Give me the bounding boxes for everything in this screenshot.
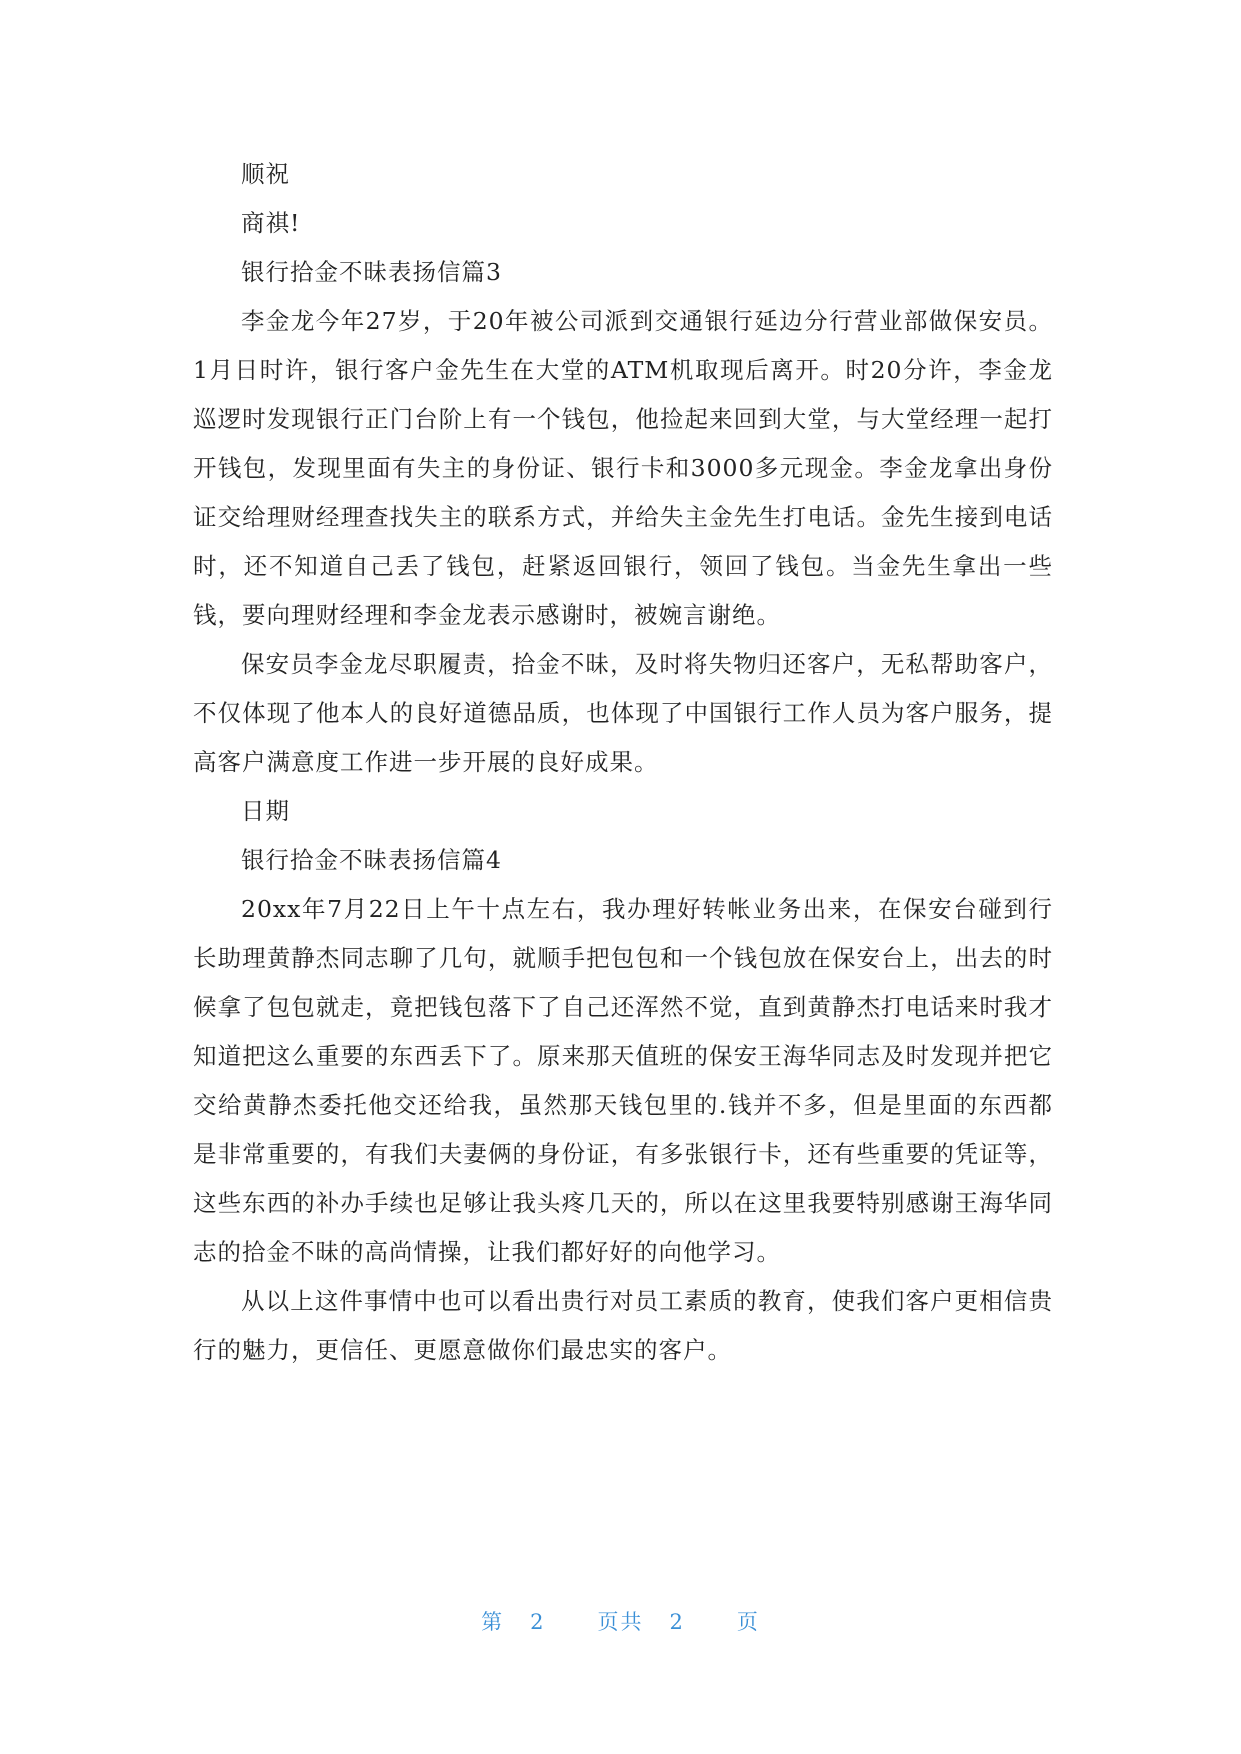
footer-page-number: 2 bbox=[530, 1610, 546, 1634]
document-body bbox=[193, 150, 1053, 1375]
section-heading-4: 银行拾金不昧表扬信篇4 bbox=[241, 846, 502, 874]
paragraph: 李金龙今年27岁，于20年被公司派到交通银行延边分行营业部做保安员。1月日时许，银行客户金先生在大堂的ATM机取现后离开。时20分许，李金龙巡逻时发现银行正门台阶上有一个钱包，他捡起来回到大堂，与大堂经理一起打开钱包，发现里面有失主的身份证、银行卡和3000多元现金。李金龙拿出身份证交给理财经理查找失主的联系方式，并给失主金先生打电话。金先生接到电话时，还不知道自己丢了钱包，赶紧返回银行，领回了钱包。当金先生拿出一些钱，要向理财经理和李金龙表示感谢时，被婉言谢绝。 bbox=[193, 307, 1053, 629]
closing-line-1: 顺祝 bbox=[241, 160, 290, 188]
page-footer bbox=[0, 1606, 1241, 1636]
section-heading-3: 银行拾金不昧表扬信篇3 bbox=[241, 258, 502, 286]
closing-line-2: 商祺! bbox=[241, 209, 301, 237]
footer-prefix: 第 bbox=[481, 1610, 505, 1634]
date-label: 日期 bbox=[241, 797, 290, 825]
footer-mid: 页共 bbox=[597, 1610, 644, 1634]
footer-suffix: 页 bbox=[736, 1610, 760, 1634]
footer-total-pages: 2 bbox=[669, 1610, 685, 1634]
paragraph: 从以上这件事情中也可以看出贵行对员工素质的教育，使我们客户更相信贵行的魅力，更信任、更愿意做你们最忠实的客户。 bbox=[193, 1287, 1053, 1364]
paragraph: 保安员李金龙尽职履责，拾金不昧，及时将失物归还客户，无私帮助客户，不仅体现了他本人的良好道德品质，也体现了中国银行工作人员为客户服务，提高客户满意度工作进一步开展的良好成果。 bbox=[193, 650, 1053, 776]
paragraph: 20xx年7月22日上午十点左右，我办理好转帐业务出来，在保安台碰到行长助理黄静杰同志聊了几句，就顺手把包包和一个钱包放在保安台上，出去的时候拿了包包就走，竟把钱包落下了自己还浑然不觉，直到黄静杰打电话来时我才知道把这么重要的东西丢下了。原来那天值班的保安王海华同志及时发现并把它交给黄静杰委托他交还给我，虽然那天钱包里的.钱并不多，但是里面的东西都是非常重要的，有我们夫妻俩的身份证，有多张银行卡，还有些重要的凭证等，这些东西的补办手续也足够让我头疼几天的，所以在这里我要特别感谢王海华同志的拾金不昧的高尚情操，让我们都好好的向他学习。 bbox=[193, 895, 1053, 1266]
